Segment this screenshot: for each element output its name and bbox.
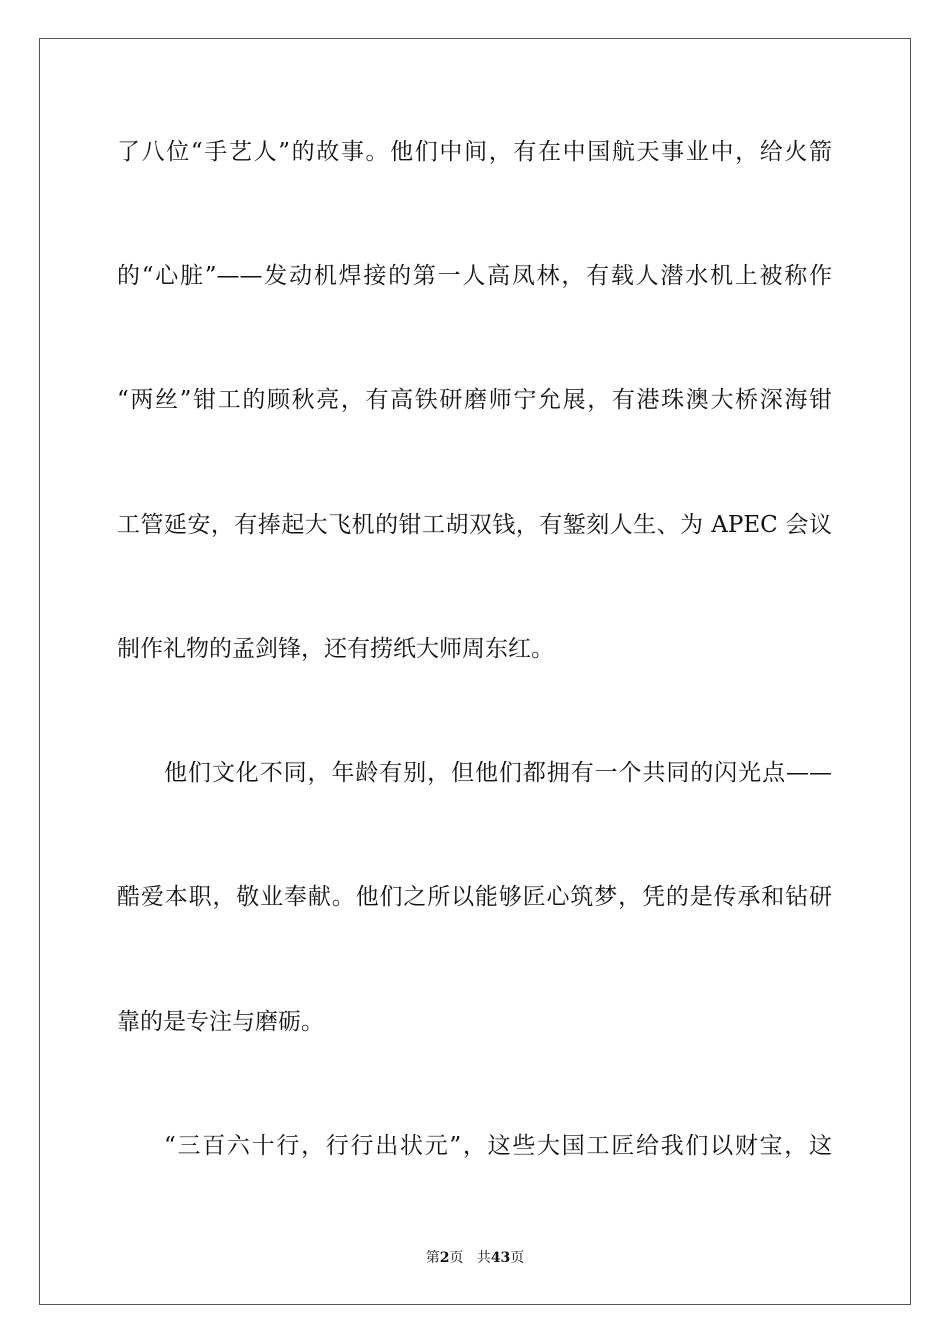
page-suffix: 页 (449, 1250, 464, 1266)
text-line: 了八位“手艺人”的故事。他们中间，有在中国航天事业中，给火箭 (117, 139, 832, 165)
text-line: 制作礼物的孟剑锋，还有捞纸大师周东红。 (117, 636, 554, 662)
total-prefix: 共 (476, 1250, 491, 1266)
text-line: 靠的是专注与磨砺。 (117, 1009, 324, 1035)
text-line: 工管延安，有捧起大飞机的钳工胡双钱，有錾刻人生、为 APEC 会议 (117, 512, 832, 538)
page-footer (0, 1247, 950, 1267)
paragraph-first-line: 他们文化不同，年龄有别，但他们都拥有一个共同的闪光点—— (164, 760, 832, 786)
page-frame (39, 38, 911, 1305)
text-line: 酷爱本职，敬业奉献。他们之所以能够匠心筑梦，凭的是传承和钻研 (117, 884, 832, 910)
text-line: “两丝”钳工的顾秋亮，有高铁研磨师宁允展，有港珠澳大桥深海钳 (117, 387, 832, 413)
page-prefix: 第 (425, 1250, 440, 1266)
page-number: 2 (439, 1250, 450, 1266)
total-suffix: 页 (510, 1250, 525, 1266)
paragraph-first-line: “三百六十行，行行出状元”，这些大国工匠给我们以财宝，这 (164, 1133, 832, 1159)
total-pages: 43 (490, 1250, 511, 1266)
text-line: 的“心脏”——发动机焊接的第一人高凤林，有载人潜水机上被称作 (117, 263, 832, 289)
